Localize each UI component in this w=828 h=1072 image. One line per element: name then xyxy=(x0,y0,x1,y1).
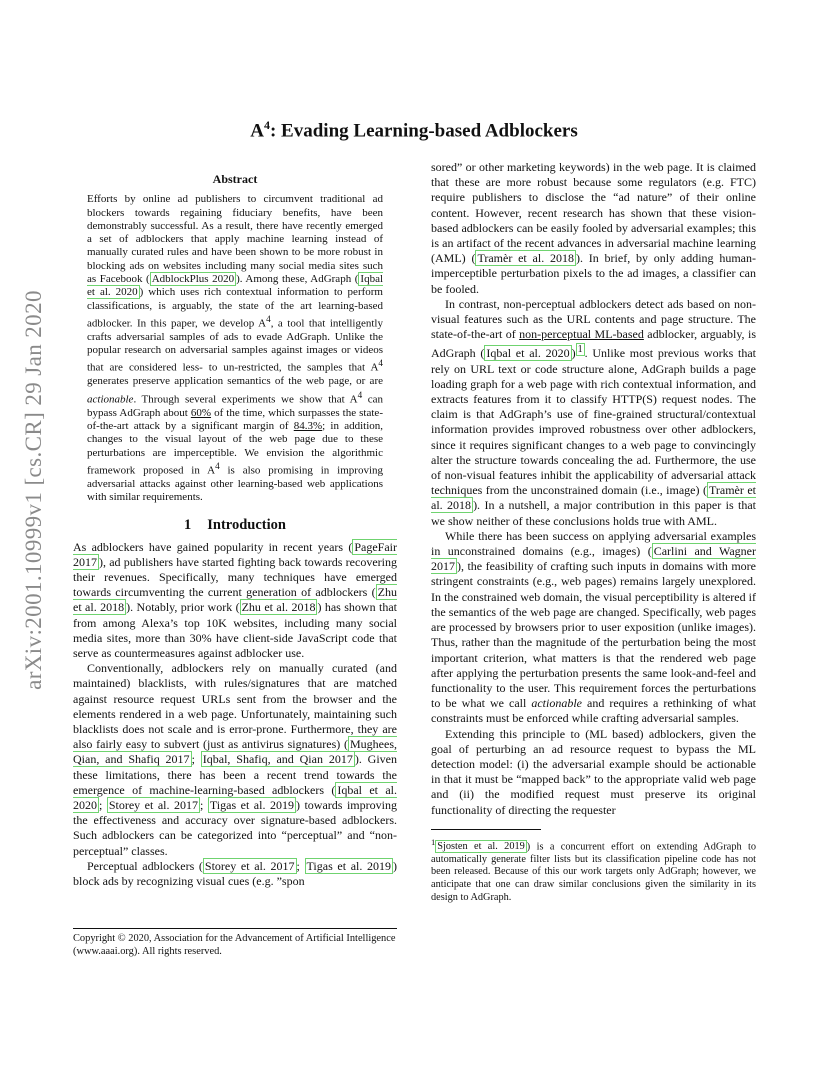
title-main: : Evading Learning-based Adblockers xyxy=(269,120,578,142)
citation-link[interactable]: Sjosten et al. 2019 xyxy=(437,841,525,853)
intro-paragraph-2: Conventionally, adblockers rely on manually curated (and maintained) blacklists, with rules/signatures that are matched against resource request URLs sent from the browser and the elements rendered in a web page. Unfortunately, maintaining such blacklists does not scale and is error-prone. Furthermore, they are also fairly easy to subvert (just as antivirus signatures) ( Mughees, Qian, and Shafiq 2017 ; Iqbal, Shafiq, and Qian 2017 ). Given these limitations, there has been a recent trend towards the emergence of machine-learning-based adblockers ( Iqbal et al. 2020 ; Storey et al. 2017 ; Tigas et al. 2019 ) towards improving the effectiveness and accuracy over signature-based adblockers. Such adblockers can be categorized into “perceptual” and “non-perceptual” classes. xyxy=(73,661,398,858)
abstract-body: Efforts by online ad publishers to circumvent traditional ad blockers towards regaining fiduciary benefits, have been demonstrably successful. As a result, there have recently emerged a set of adblockers that apply machine learning instead of manually curated rules and have been shown to be more robust in blocking ads on websites including many social media sites such as Facebook ( AdblockPlus 2020 ). Among these, AdGraph ( Iqbal et al. 2020 ) which uses rich contextual information to perform classifications, is arguably, the state of the art learning-based adblocker. In this paper, we develop $A^4$, a tool that intelligently crafts adversarial samples of ads to evade AdGraph. Unlike the popular research on adversarial samples against images or videos that are considered less- to un-restricted, the samples that $A^4$ generates preserve application semantics of the web page, or are actionable. Through several experiments we show that $A^4$ can bypass AdGraph about 60% of the time, which surpasses the state-of-the-art attack by a significant margin of 84.3%; in addition, changes to the visual layout of the web page due to these perturbations are imperceptible. We envision the algorithmic framework proposed in $A^4$ is also promising in improving adversarial attacks against other learning-based web applications with similar requirements. xyxy=(87,193,384,504)
left-column xyxy=(73,172,397,889)
intro-paragraph-1: As adblockers have gained popularity in recent years ( PageFair 2017 ), ad publishers have started fighting back towards recovering their revenues. Specifically, many techniques have emerged towards circumventing the current generation of adblockers ( Zhu et al. 2018 ). Notably, prior work ( Zhu et al. 2018 ) has shown that from among Alexa’s top 10K websites, including many social media sites, more than 30% have client-side JavaScript code that serve as countermeasures against adblocker use. xyxy=(73,539,397,660)
citation-link[interactable]: Tigas et al. 2019 xyxy=(306,858,391,873)
copyright-symbol: © xyxy=(117,933,126,944)
citation-link[interactable]: Iqbal et al. 2020 xyxy=(87,272,384,299)
citation-link[interactable]: Iqbal, Shafiq, and Qian 2017 xyxy=(202,752,353,767)
intro-paragraph-3: Perceptual adblockers ( Storey et al. 2017 ; Tigas et al. 2019 ) block ads by recognizing visual cues (e.g. ”spon xyxy=(73,858,397,889)
underlined-phrase: non-perceptual ML-based xyxy=(519,327,644,342)
footnote-divider xyxy=(431,829,541,830)
section-number: 1 xyxy=(184,517,192,534)
citation-link[interactable]: Tramèr et al. 2018 xyxy=(431,483,756,513)
arxiv-side-identifier xyxy=(14,290,54,690)
right-paragraph-1: sored” or other marketing keywords) in the web page. It is claimed that these are more robust because some regulators (e.g. FTC) require publishers to disclose the “ad nature” of their online content. However, recent research has shown that these vision-based adblockers can be easily fooled by adversarial examples; this is an artifact of the recent advances in adversarial machine learning (AML) ( Tramèr et al. 2018 ). In brief, by only adding human-imperceptible perturbation pixels to the ad images, a classifier can be fooled. xyxy=(431,160,756,296)
title-superscript: 4 xyxy=(263,118,270,132)
citation-link[interactable]: Carlini and Wagner 2017 xyxy=(431,544,756,574)
citation-link[interactable]: Zhu et al. 2018 xyxy=(73,585,397,615)
citation-link[interactable]: Zhu et al. 2018 xyxy=(241,600,316,615)
section-title: Introduction xyxy=(207,517,286,534)
copyright-notice: Copyright © 2020, Association for the Advancement of Artificial Intelligence (www.aaai.org). All rights reserved. xyxy=(73,928,397,959)
citation-link[interactable]: Storey et al. 2017 xyxy=(108,798,199,813)
underlined-value: 84.3% xyxy=(293,419,323,432)
right-paragraph-3: While there has been success on applying adversarial examples in unconstrained domains (e.g., images) ( Carlini and Wagner 2017 ), the feasibility of crafting such inputs in domains with more stringent constraints (e.g., web pages) remains largely unexplored. In the constrained web domain, the visual perceptibility is altered if the semantics of the web page are changed. Specifically, web pages are processed by browsers prior to user exposition (unlike images). Thus, rather than the magnitude of the perturbation being the most important criterion, what matters is that the rendered web page after applying the perturbation presents the same look-and-feel and functionality to the user. This requirement forces the perturbations to be what we call actionable and requires a rethinking of what constraints must be enforced while crafting adversarial samples. xyxy=(431,528,756,726)
footnote-marker[interactable]: 1 xyxy=(577,344,583,356)
right-paragraph-4: Extending this principle to (ML based) adblockers, given the goal of perturbing an ad resource request to bypass the ML detection model: (i) the adversarial example should be actionable in that it must be “mapped back” to the appropriate valid web page and (ii) the modified request must preserve its original functionality of directing the requester xyxy=(431,726,756,817)
citation-link[interactable]: AdblockPlus 2020 xyxy=(151,272,235,285)
paper-title xyxy=(0,118,828,142)
citation-link[interactable]: Iqbal et al. 2020 xyxy=(73,782,397,813)
section-heading-introduction xyxy=(73,518,397,533)
abstract-heading: Abstract xyxy=(212,172,258,186)
footnote: $^1$ Sjosten et al. 2019 ) is a concurrent effort on extending AdGraph to automatically generate filter lists but its classification pipeline code has not been released. Because of this our work targets only AdGraph; however, we anticipate that one can draw similar conclusions given the similarity in its design to AdGraph. xyxy=(431,836,757,903)
underlined-value: 60% xyxy=(190,406,212,419)
right-paragraph-2: In contrast, non-perceptual adblockers detect ads based on non-visual features such as the URL contents and page structure. The state-of-the-art of non-perceptual ML-based adblocker, arguably, is AdGraph ( Iqbal et al. 2020 ) $^1$ . Unlike most previous works that rely on URL text or code structure alone, AdGraph builds a page loading graph for a web page with rich contextual information, and extracts features from it to classify HTTP(S) request nodes. The claim is that AdGraph’s use of fine-grained structural/contextual information provides improved robustness over other adblockers, since it requires significant changes to a web page to convincingly alter the structure towards concealing the ad. Furthermore, the use of non-visual features inhibit the applicability of adversarial attack techniques from the unconstrained domain (i.e., image) ( Tramèr et al. 2018 ). In a nutshell, a major contribution in this paper is that we show neither of these conclusions holds true with AML. xyxy=(431,296,756,528)
citation-link[interactable]: Mughees, Qian, and Shafiq 2017 xyxy=(73,737,397,767)
citation-link[interactable]: Iqbal et al. 2020 xyxy=(486,346,570,361)
arxiv-id-text: arXiv:2001.10999v1 [cs.CR] 29 Jan 2020 xyxy=(21,290,46,690)
citation-link[interactable]: Tigas et al. 2019 xyxy=(209,798,294,813)
right-column xyxy=(431,160,756,904)
citation-link[interactable]: Storey et al. 2017 xyxy=(204,858,295,873)
citation-link[interactable]: Tramèr et al. 2018 xyxy=(477,251,574,266)
footnote-number: 1 xyxy=(431,836,436,847)
citation-link[interactable]: PageFair 2017 xyxy=(73,539,397,569)
title-prefix: A xyxy=(250,120,264,142)
